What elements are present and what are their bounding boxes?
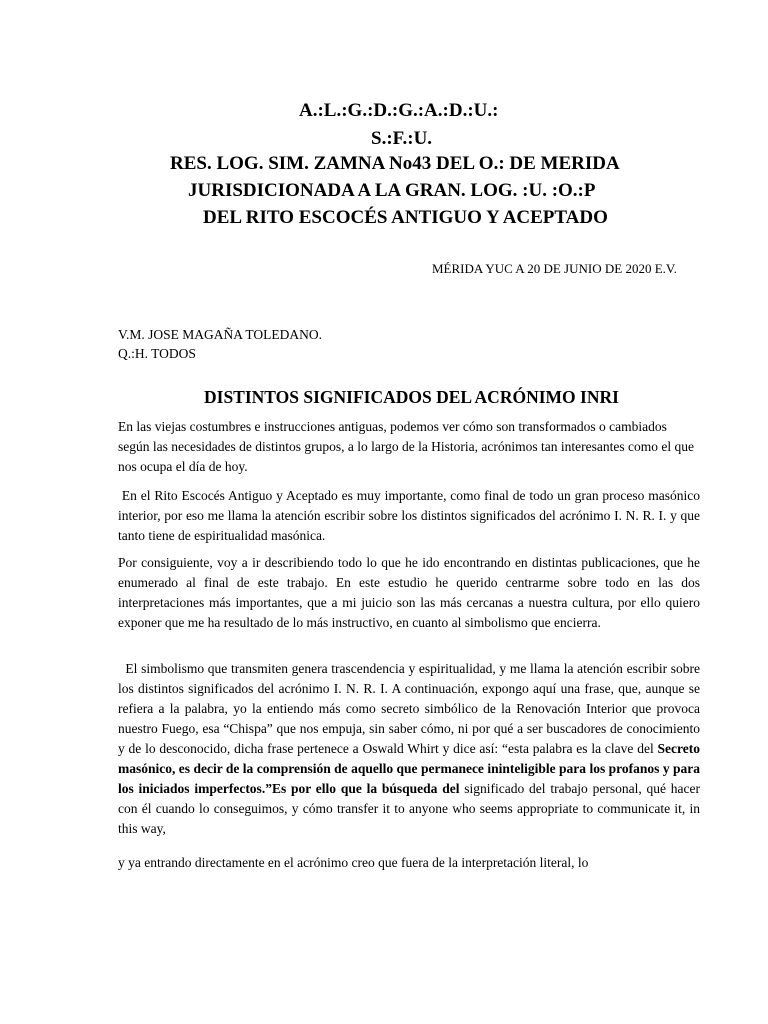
header-line-2: S.:F.:U. xyxy=(371,128,433,149)
addressee-line-2: Q.:H. TODOS xyxy=(118,346,196,361)
paragraph-4-bold-quote: Secreto masónico, es decir de la comprensión de aquello que permanece ininteligible para los profanos y para los iniciados imperfectos.”Es por ello que la búsqueda del xyxy=(118,741,704,796)
document-title: DISTINTOS SIGNIFICADOS DEL ACRÓNIMO INRI xyxy=(204,387,619,407)
header-line-1: A.:L.:G.:D.:G.:A.:D.:U.: xyxy=(299,100,499,121)
paragraph-2-text: En el Rito Escocés Antiguo y Aceptado es muy importante, como final de todo un gran proceso masónico interior, por eso me llama la atención escribir sobre los distintos significados del acrónimo I. N. R. I. y que tanto tiene de espiritualidad masónica. xyxy=(118,488,704,543)
header-line-4: JURISDICIONADA A LA GRAN. LOG. :U. :O.:P xyxy=(188,180,596,201)
paragraph-3-text: Por consiguiente, voy a ir describiendo todo lo que he ido encontrando en distintas publicaciones, que he enumerado al final de este trabajo. En este estudio he querido centrarme sobre todo en las dos interpretaciones más importantes, que a mi juicio son las más cercanas a nuestra cultura, por ello quiero exponer que me ha resultado de lo más instructivo, en cuanto al simbolismo que encierra. xyxy=(118,555,700,630)
header-line-5: DEL RITO ESCOCÉS ANTIGUO Y ACEPTADO xyxy=(203,207,608,228)
paragraph-1-text: En las viejas costumbres e instrucciones antiguas, podemos ver cómo son transformados o cambiados según las necesidades de distintos grupos, a lo largo de la Historia, acrónimos tan interesantes como el que nos ocupa el día de hoy. xyxy=(118,419,694,474)
paragraph-1 xyxy=(118,417,700,477)
paragraph-5-text: y ya entrando directamente en el acrónimo creo que fuera de la interpretación literal, lo xyxy=(118,855,589,870)
paragraph-4-text xyxy=(118,659,704,839)
paragraph-4-intro: El simbolismo que transmiten genera trascendencia y espiritualidad, y me llama la atención escribir sobre los distintos significados del acrónimo I. N. R. I. A continuación, expongo aquí una frase, que, aunque se refiera a la palabra, yo la entiendo más como secreto simbólico de la Renovación Interior que provoca nuestro Fuego, esa “Chispa” que nos empuja, sin saber cómo, ni por qué a ser buscadores de conocimiento y de lo desconocido, dicha frase pertenece a Oswald Whirt y dice así: “esta palabra es la clave del xyxy=(118,661,704,756)
paragraph-3 xyxy=(118,553,700,633)
addressee-line-1: V.M. JOSE MAGAÑA TOLEDANO. xyxy=(118,327,323,342)
paragraph-2 xyxy=(118,486,704,546)
paragraph-5 xyxy=(118,853,700,873)
paragraph-4 xyxy=(118,659,704,839)
paragraph-4-rest: significado del trabajo personal, qué hacer con él cuando lo conseguimos, y cómo transfer it to anyone who seems appropriate to communicate it, in this way, xyxy=(118,781,704,836)
document-date: MÉRIDA YUC A 20 DE JUNIO DE 2020 E.V. xyxy=(432,261,677,276)
header-line-3: RES. LOG. SIM. ZAMNA No43 DEL O.: DE MERIDA xyxy=(170,153,620,174)
